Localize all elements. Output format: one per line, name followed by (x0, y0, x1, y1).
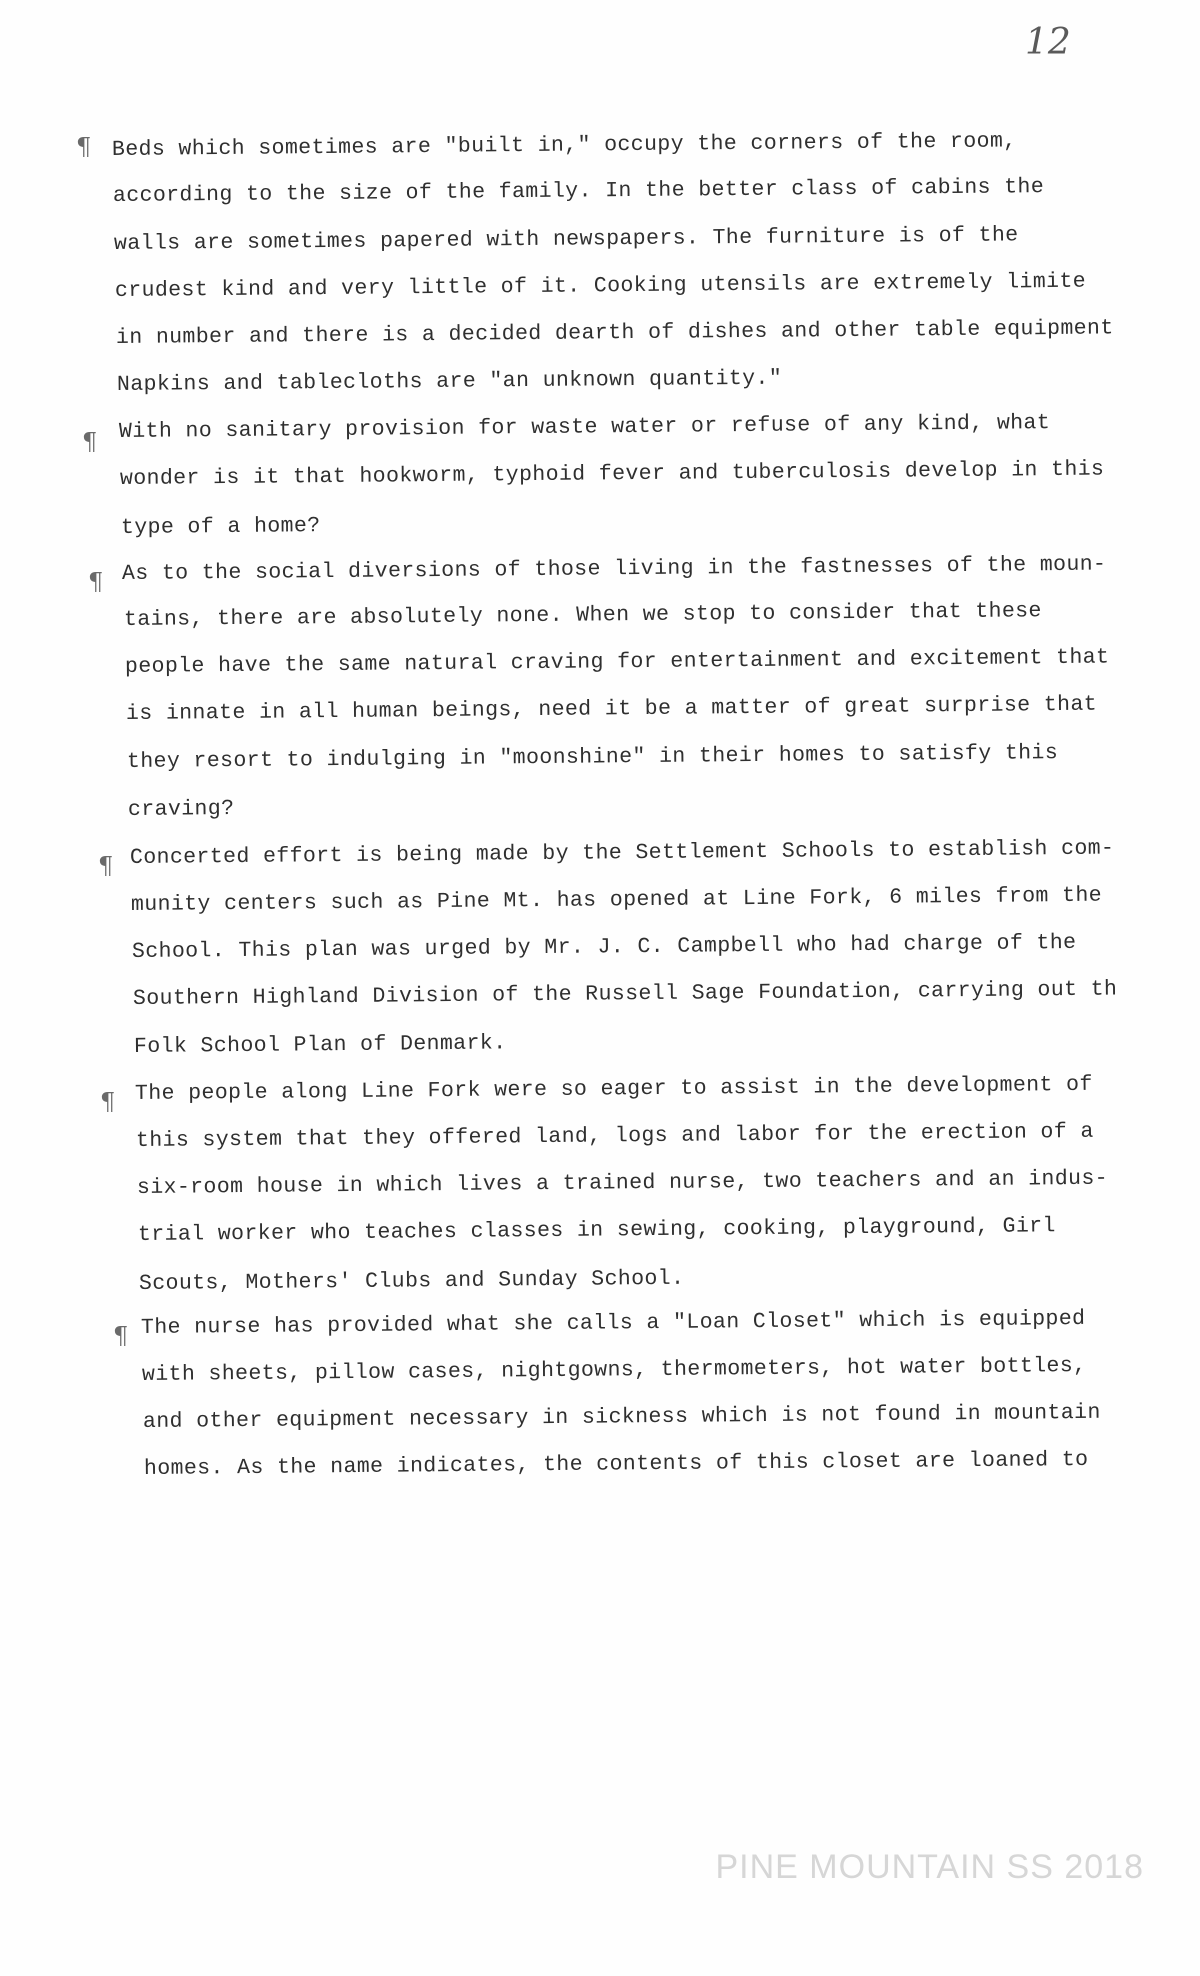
text-line: and other equipment necessary in sickness which is not found in mountain (142, 1400, 1101, 1434)
paragraph-mark: ¶ (76, 133, 92, 161)
paragraph-mark: ¶ (88, 568, 104, 596)
text-line: School. This plan was urged by Mr. J. C. Campbell who had charge of the (131, 930, 1077, 964)
text-line: craving? (127, 796, 235, 822)
text-line: trial worker who teaches classes in sewing, cooking, playground, Girl (137, 1214, 1056, 1247)
text-line: The people along Line Fork were so eager to assist in the development of (134, 1072, 1093, 1106)
text-line: Concerted effort is being made by the Settlement Schools to establish com- (129, 836, 1115, 870)
text-line: crudest kind and very little of it. Cooking utensils are extremely limite (114, 269, 1087, 303)
text-line: they resort to indulging in "moonshine" in their homes to satisfy this (126, 741, 1059, 774)
text-line: Folk School Plan of Denmark. (133, 1031, 507, 1059)
text-line: The nurse has provided what she calls a "Loan Closet" which is equipped (140, 1306, 1086, 1340)
text-line: As to the social diversions of those living in the fastnesses of the moun- (121, 552, 1107, 586)
paragraph-mark: ¶ (113, 1322, 129, 1350)
text-line: according to the size of the family. In the better class of cabins the (112, 175, 1045, 208)
paragraph-mark: ¶ (82, 428, 98, 456)
text-line: this system that they offered land, logs and labor for the erection of a (135, 1119, 1094, 1153)
text-line: With no sanitary provision for waste water or refuse of any kind, what (118, 411, 1051, 444)
text-line: six-room house in which lives a trained nurse, two teachers and an indus- (136, 1166, 1109, 1200)
text-line: Southern Highland Division of the Russell Sage Foundation, carrying out th (132, 977, 1118, 1011)
text-line: in number and there is a decided dearth of dishes and other table equipment (115, 316, 1114, 350)
text-line: is innate in all human beings, need it be a matter of great surprise that (125, 692, 1098, 726)
text-line: Scouts, Mothers' Clubs and Sunday School. (138, 1266, 685, 1296)
text-line: tains, there are absolutely none. When we stop to consider that these (123, 599, 1042, 632)
paragraph-mark: ¶ (98, 852, 114, 880)
text-line: wonder is it that hookworm, typhoid fever and tuberculosis develop in this (119, 457, 1105, 491)
text-line: munity centers such as Pine Mt. has opened at Line Fork, 6 miles from the (130, 883, 1103, 917)
text-line: homes. As the name indicates, the contents of this closet are loaned to (143, 1447, 1089, 1481)
page-number: 12 (1025, 22, 1071, 63)
text-line: with sheets, pillow cases, nightgowns, thermometers, hot water bottles, (141, 1353, 1087, 1387)
text-line: Beds which sometimes are "built in," occupy the corners of the room, (111, 129, 1017, 162)
text-line: people have the same natural craving for entertainment and excitement that (124, 645, 1110, 679)
paragraph-mark: ¶ (100, 1088, 116, 1116)
text-line: walls are sometimes papered with newspapers. The furniture is of the (113, 223, 1019, 256)
text-line: type of a home? (120, 514, 321, 540)
watermark: PINE MOUNTAIN SS 2018 (715, 1848, 1144, 1886)
text-line: Napkins and tablecloths are "an unknown quantity." (116, 366, 783, 397)
